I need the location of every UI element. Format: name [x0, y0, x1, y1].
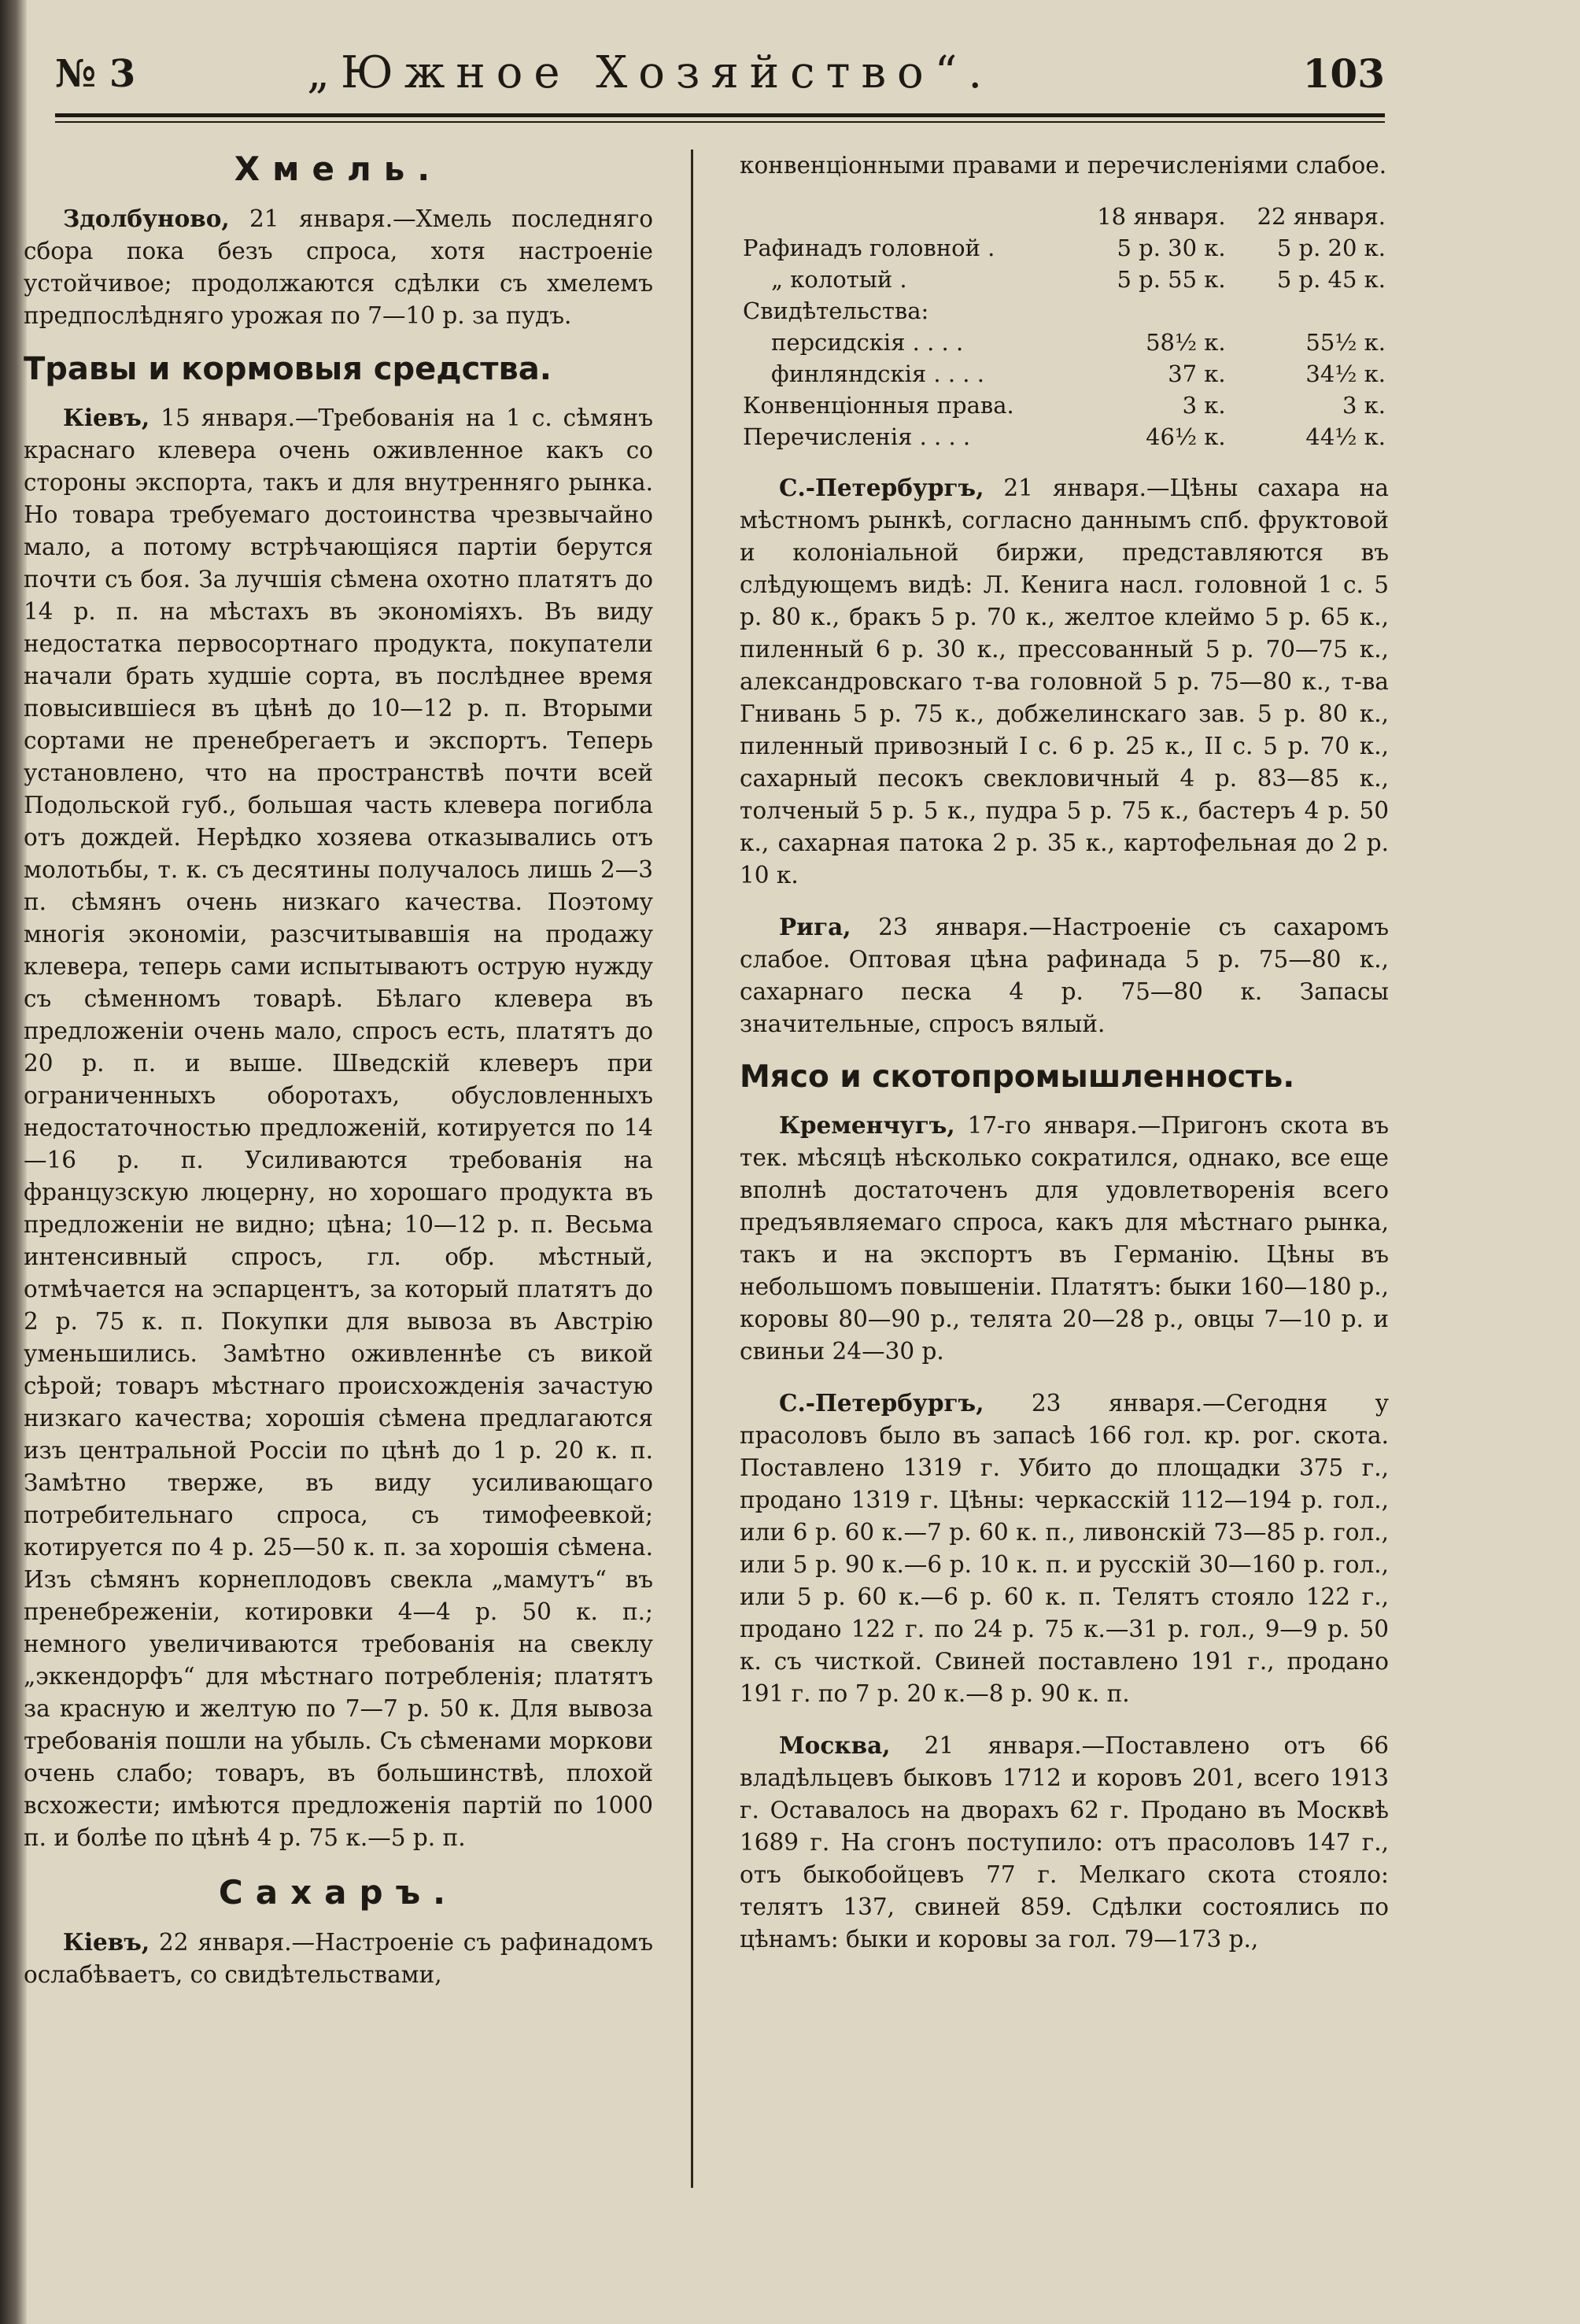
- place-name: С.-Петербургъ,: [779, 1389, 984, 1417]
- price-row: [740, 232, 1389, 264]
- place-name: С.-Петербургъ,: [779, 474, 984, 501]
- article-text: 21 января.—Поставлено отъ 66 владѣльцевъ быковъ 1712 и коровъ 201, всего 1913 г. Оставалось на дворахъ 62 г. Продано въ Москвѣ 1689 г. На сгонъ поступило: отъ прасоловъ 147 г., отъ быкобойцевъ 77 г. Мелкаго скота стояло: телятъ 137, свиней 859. Сдѣлки состоялись по цѣнамъ: быки и коровы за гол. 79—173 р.,: [740, 1732, 1389, 1953]
- price-label: „ колотый .: [771, 266, 907, 293]
- article-paragraph: [24, 202, 653, 332]
- price-value: 55½ к.: [1305, 329, 1386, 356]
- place-name: Москва,: [779, 1731, 891, 1759]
- place-name: Кременчугъ,: [779, 1111, 955, 1139]
- sugar-price-table: [740, 201, 1389, 453]
- price-label: Перечисленія . . . .: [743, 423, 971, 450]
- article-text: 15 января.—Требованія на 1 с. сѣмянъ краснаго клевера очень оживленное какъ со стороны экспорта, такъ и для внутренняго рынка. Но товара требуемаго достоинства чрезвычайно мало, а потому встрѣчающіяся партіи берутся почти съ боя. За лучшія сѣмена охотно платятъ до 14 р. п. на мѣстахъ въ экономіяхъ. Въ виду недостатка первосортнаго продукта, покупатели начали брать худшіе сорта, въ послѣднее время повысившіеся въ цѣнѣ до 10—12 р. п. Вторыми сортами не пренебрегаетъ и экспортъ. Теперь установлено, что на пространствѣ почти всей Подольской губ., большая часть клевера погибла отъ дождей. Нерѣдко хозяева отказывались отъ молотьбы, т. к. съ десятины получалось лишь 2—3 п. сѣмянъ очень низкаго качества. Поэтому многія экономіи, разсчитывавшія на продажу клевера, теперь сами испытываютъ острую нужду съ сѣменномъ товарѣ. Бѣлаго клевера въ предложеніи очень мало, спросъ есть, платятъ до 20 р. п. и выше. Шведскій клеверъ при ограниченныхъ оборотахъ, обусловленныхъ недостаточностью предложеній, котируется по 14—16 р. п. Усиливаются требованія на французскую люцерну, но хорошаго продукта въ предложеніи не видно; цѣна; 10—12 р. п. Весьма интенсивный спросъ, гл. обр. мѣстный, отмѣчается на эспарцентъ, за который платятъ до 2 р. 75 к. п. Покупки для вывоза въ Австрію уменьшились. Замѣтно оживленнѣе съ викой сѣрой; товаръ мѣстнаго происхожденія зачастую низкаго качества; хорошія сѣмена предлагаются изъ центральной Россіи по цѣнѣ до 1 р. 20 к. п. Замѣтно тверже, въ виду усиливающаго потребительнаго спроса, съ тимофеевкой; котируется по 4 р. 25—50 к. п. за хорошія сѣмена. Изъ сѣмянъ корнеплодовъ свекла „мамутъ“ въ пренебреженіи, котировки 4—4 р. 50 к. п.; немного увеличиваются требованія на свеклу „эккендорфъ“ для мѣстнаго потребленія; платятъ за красную и желтую по 7—7 р. 50 к. Для вывоза требованія пошли на убыль. Съ сѣменами моркови очень слабо; товаръ, въ большинствѣ, плохой всхожести; имѣются предложенія партій по 1000 п. и болѣе по цѣнѣ 4 р. 75 к.—5 р. п.: [24, 405, 653, 1851]
- price-label: Конвенціонныя права.: [743, 392, 1014, 419]
- column-divider: [691, 150, 693, 2188]
- article-paragraph: [740, 1109, 1389, 1368]
- price-value: 3 к.: [1182, 392, 1226, 419]
- right-column: [740, 150, 1389, 1975]
- price-value: 44½ к.: [1305, 423, 1386, 450]
- price-table-header: [740, 201, 1389, 232]
- price-value: 5 р. 55 к.: [1117, 266, 1226, 293]
- price-value: 5 р. 45 к.: [1276, 266, 1386, 293]
- article-continuation: конвенціонными правами и перечисленіями слабое.: [740, 152, 1387, 179]
- price-value: 3 к.: [1342, 392, 1386, 419]
- price-label: персидскія . . . .: [771, 329, 964, 356]
- place-name: Здолбуново,: [63, 205, 230, 232]
- price-row: [740, 295, 1389, 327]
- section-title-hops: Хмель.: [234, 150, 443, 188]
- price-value: [1069, 295, 1228, 327]
- place-name: Кіевъ,: [63, 404, 150, 431]
- price-value: 5 р. 30 к.: [1117, 235, 1226, 261]
- page-binding-edge: [0, 0, 27, 2324]
- article-paragraph: [740, 1729, 1389, 1956]
- price-value: 34½ к.: [1305, 360, 1386, 387]
- article-text: 21 января.—Хмель последняго сбора пока безъ спроса, хотя настроеніе устойчивое; продолжаются сдѣлки съ хмелемъ предпослѣдняго урожая по 7—10 р. за пудъ.: [24, 205, 653, 329]
- price-value: 58½ к.: [1146, 329, 1226, 356]
- place-name: Кіевъ,: [63, 1928, 150, 1956]
- price-row: [740, 327, 1389, 358]
- price-row: [740, 358, 1389, 390]
- section-title-grass: Травы и кормовыя средства.: [24, 351, 552, 387]
- article-text: 23 января.—Настроеніе съ сахаромъ слабое. Оптовая цѣна рафинада 5 р. 75—80 к., сахарнаго песка 4 р. 75—80 к. Запасы значительные, спросъ вялый.: [740, 914, 1389, 1037]
- price-date-1: 18 января.: [1097, 203, 1226, 230]
- price-label: Рафинадъ головной .: [743, 235, 995, 261]
- price-row: [740, 390, 1389, 421]
- place-name: Рига,: [779, 913, 851, 940]
- issue-number: № 3: [55, 52, 136, 96]
- article-text: 23 января.—Сегодня у прасоловъ было въ запасѣ 166 гол. кр. рог. скота. Поставлено 1319 г. Убито до площадки 375 г., продано 1319 г. Цѣны: черкасскій 112—194 р. гол., или 6 р. 60 к.—7 р. 60 к. п., ливонскій 73—85 р. гол., или 5 р. 90 к.—6 р. 10 к. п. и русскій 30—160 р. гол., или 5 р. 60 к.—6 р. 60 к. п. Телятъ стояло 122 г., продано 122 г. по 24 р. 75 к.—31 р. гол., 9—9 р. 50 к. съ чисткой. Свиней поставлено 191 г., продано 191 г. по 7 р. 20 к.—8 р. 90 к. п.: [740, 1390, 1389, 1707]
- left-column: [24, 150, 653, 2010]
- page-header: [55, 35, 1385, 121]
- article-paragraph: [24, 1926, 653, 1991]
- article-paragraph: [740, 911, 1389, 1040]
- price-value: [1229, 295, 1389, 327]
- article-text: 22 января.—Настроеніе съ рафинадомъ ослабѣваетъ, со свидѣтельствами,: [24, 1929, 653, 1988]
- section-title-sugar: Сахаръ.: [218, 1873, 459, 1912]
- header-rule-thick: [55, 113, 1385, 117]
- article-paragraph: [740, 1387, 1389, 1710]
- article-paragraph: [740, 471, 1389, 892]
- journal-title: „Южное Хозяйство“.: [307, 47, 994, 98]
- price-row: [740, 421, 1389, 453]
- price-label: Свидѣтельства:: [743, 297, 929, 324]
- price-value: 5 р. 20 к.: [1276, 235, 1386, 261]
- page-number: 103: [1302, 50, 1385, 97]
- price-value: 46½ к.: [1146, 423, 1226, 450]
- article-paragraph: [24, 401, 653, 1854]
- price-date-2: 22 января.: [1257, 203, 1386, 230]
- price-row: [740, 264, 1389, 295]
- article-text: 17-го января.—Пригонъ скота въ тек. мѣсяцѣ нѣсколько сократился, однако, все еще вполнѣ достаточенъ для удовлетворенія всего предъявляемаго спроса, какъ для мѣстнаго рынка, такъ и на экспортъ въ Германію. Цѣны въ небольшомъ повышеніи. Платятъ: быки 160—180 р., коровы 80—90 р., телята 20—28 р., овцы 7—10 р. и свиньи 24—30 р.: [740, 1112, 1389, 1365]
- price-value: 37 к.: [1168, 360, 1226, 387]
- header-rule-thin: [55, 121, 1385, 123]
- article-text: 21 января.—Цѣны сахара на мѣстномъ рынкѣ, согласно даннымъ спб. фруктовой и колоніальной биржи, представляются въ слѣдующемъ видѣ: Л. Кенига насл. головной 1 с. 5 р. 80 к., бракъ 5 р. 70 к., желтое клеймо 5 р. 65 к., пиленный 6 р. 30 к., прессованный 5 р. 70—75 к., александровскаго т-ва головной 5 р. 75—80 к., т-ва Гнивань 5 р. 75 к., добжелинскаго зав. 5 р. 80 к., пиленный привозный I с. 6 р. 25 к., II с. 5 р. 70 к., сахарный песокъ свекловичный 4 р. 83—85 к., толченый 5 р. 5 к., пудра 5 р. 75 к., бастеръ 4 р. 50 к., сахарная патока 2 р. 35 к., картофельная до 2 р. 10 к.: [740, 475, 1389, 889]
- section-title-meat: Мясо и скотопромышленность.: [740, 1059, 1295, 1095]
- price-label: финляндскія . . . .: [771, 360, 984, 387]
